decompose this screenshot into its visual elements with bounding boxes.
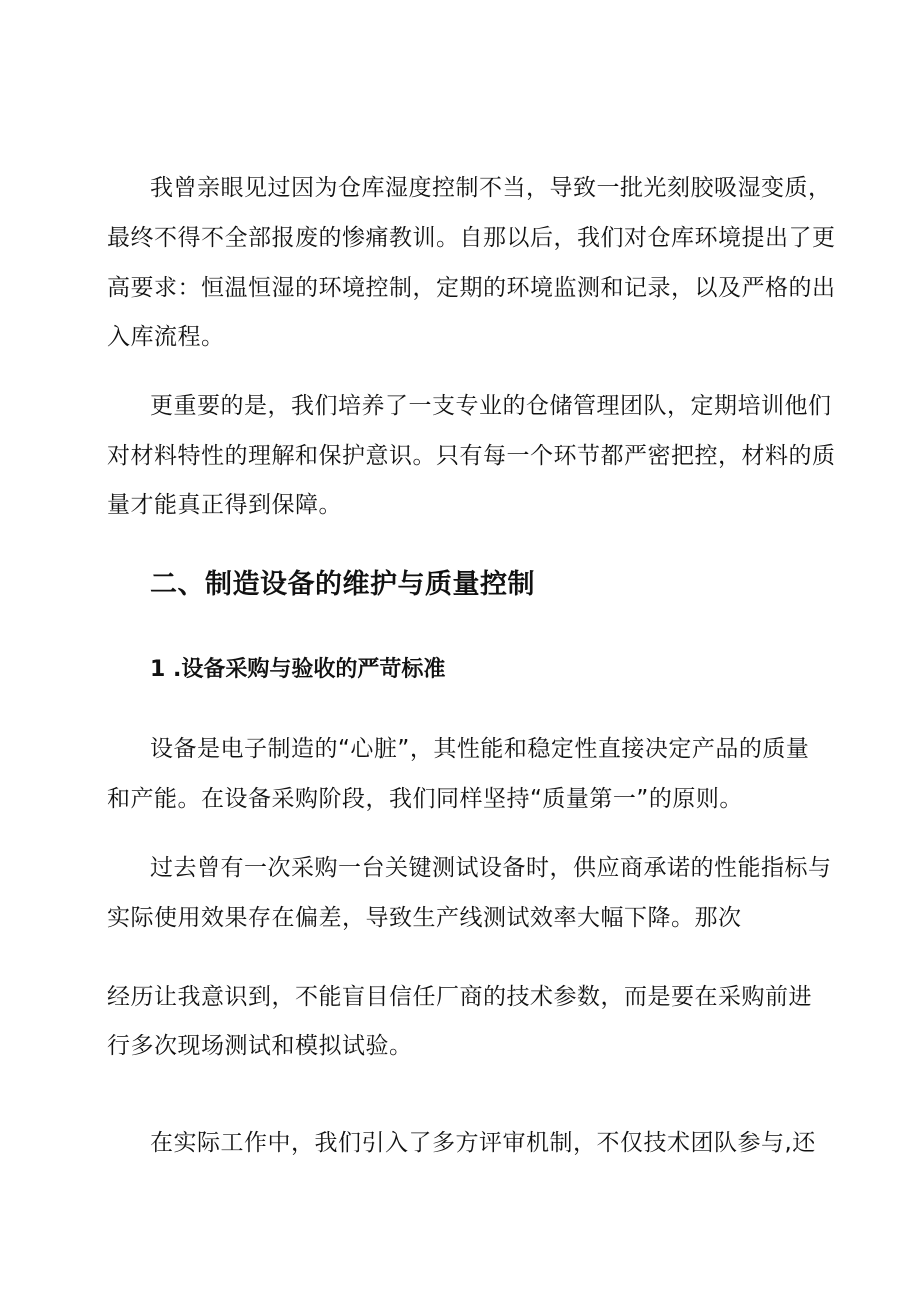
paragraph-4-line-2: 实际使用效果存在偏差，导致生产线测试效率大幅下降。那次 [107, 905, 742, 931]
paragraph-5-line-2: 行多次现场测试和模拟试验。 [107, 1033, 413, 1059]
paragraph-6-line-1: 在实际工作中，我们引入了多方评审机制，不仅技术团队参与,还 [150, 1130, 816, 1156]
paragraph-3-line-1: 设备是电子制造的“心脏”，其性能和稳定性直接决定产品的质量 [150, 736, 810, 762]
paragraph-2-line-3: 量才能真正得到保障。 [107, 492, 342, 518]
paragraph-1-line-3: 高要求：恒温恒湿的环境控制，定期的环境监测和记录，以及严格的出 [107, 275, 836, 301]
paragraph-2-line-2: 对材料特性的理解和保护意识。只有每一个环节都严密把控，材料的质 [107, 443, 836, 469]
paragraph-4-line-1: 过去曾有一次采购一台关键测试设备时，供应商承诺的性能指标与 [150, 855, 832, 881]
paragraph-1-line-1: 我曾亲眼见过因为仓库湿度控制不当，导致一批光刻胶吸湿变质， [150, 175, 832, 201]
paragraph-5-line-1: 经历让我意识到，不能盲目信任厂商的技术参数，而是要在采购前进 [107, 984, 812, 1010]
subsection-heading: 1 .设备采购与验收的严苛标准 [150, 657, 446, 682]
paragraph-1-line-4: 入库流程。 [107, 324, 225, 350]
section-heading: 二、制造设备的维护与质量控制 [150, 569, 535, 600]
paragraph-3-line-2: 和产能。在设备采购阶段，我们同样坚持“质量第一”的原则。 [107, 786, 743, 812]
paragraph-1-line-2: 最终不得不全部报废的惨痛教训。自那以后，我们对仓库环境提出了更 [107, 225, 836, 251]
paragraph-2-line-1: 更重要的是，我们培养了一支专业的仓储管理团队，定期培训他们 [150, 393, 832, 419]
